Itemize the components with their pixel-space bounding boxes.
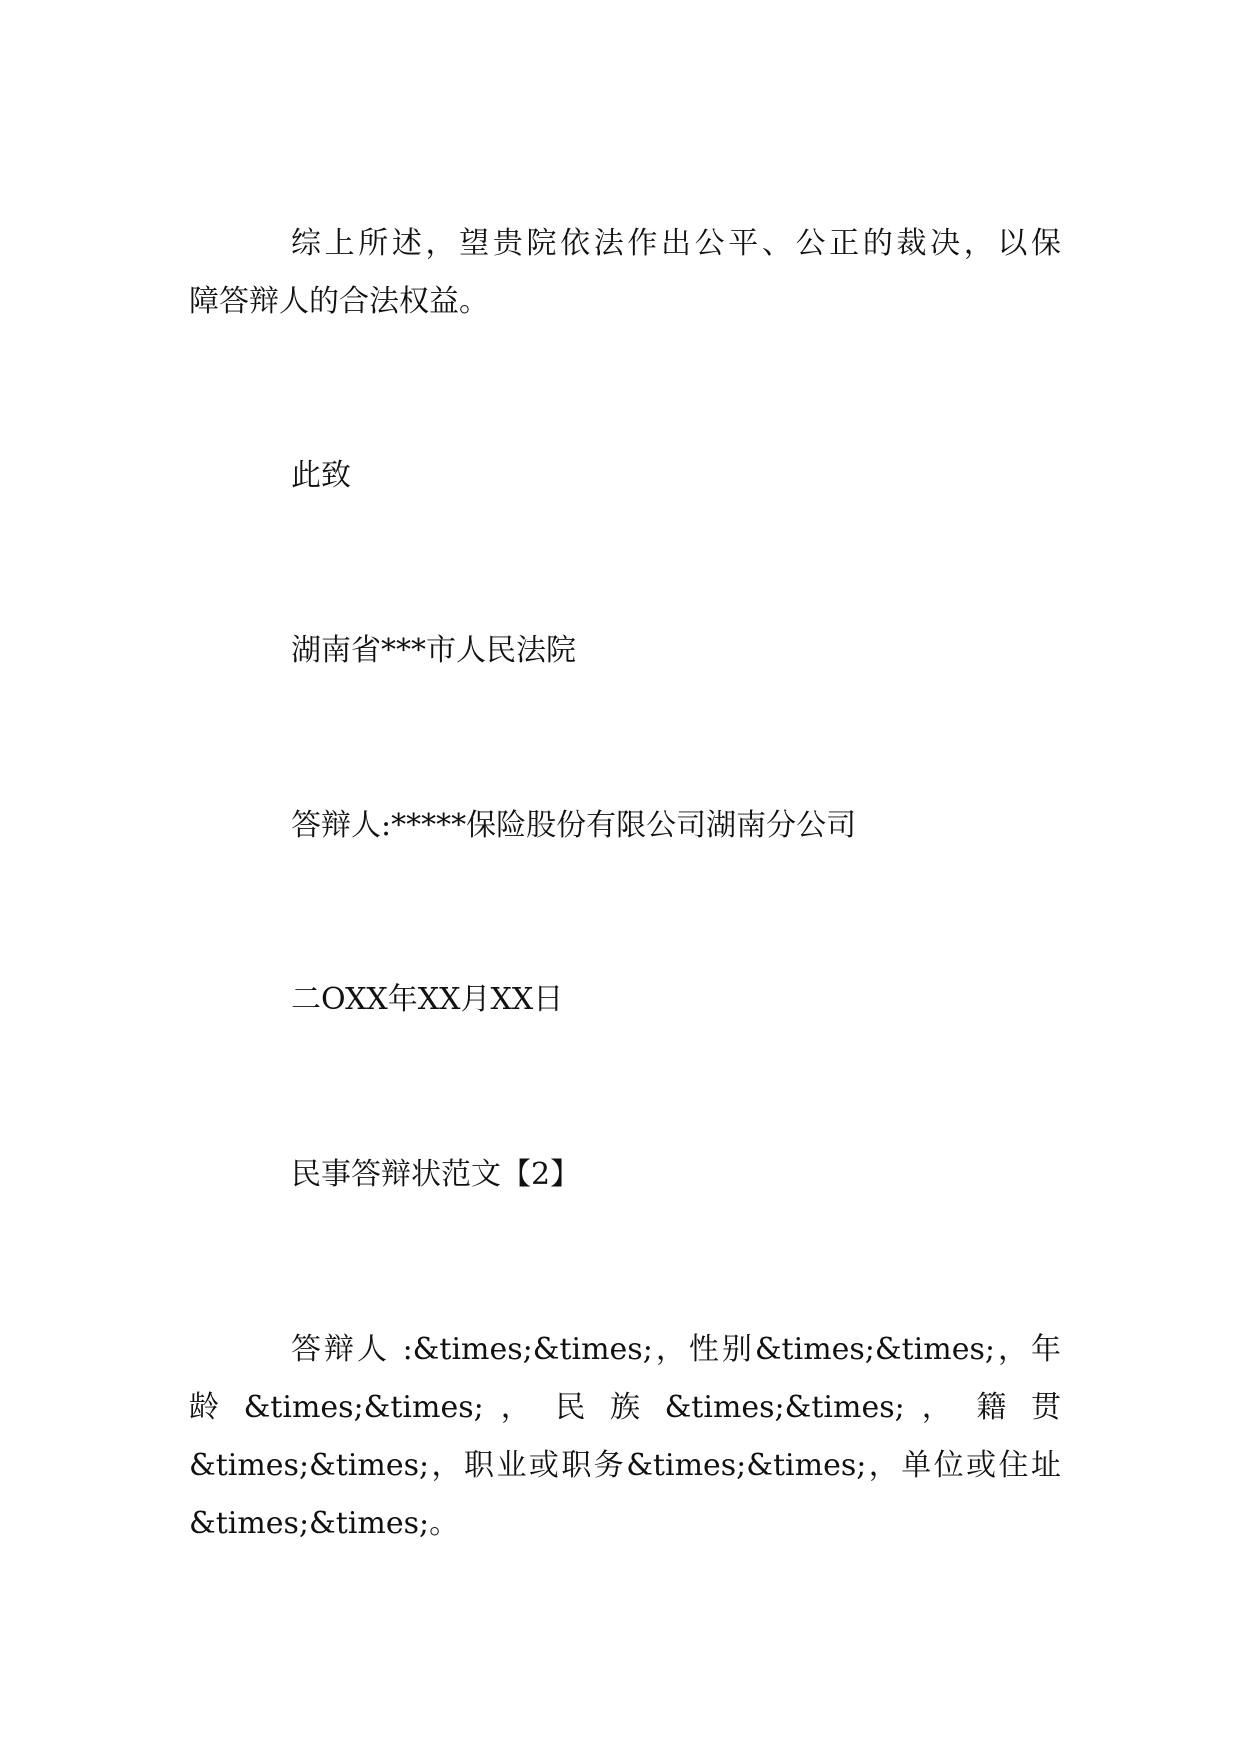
section-title: 民事答辩状范文【2】 [291, 1157, 581, 1192]
court-name: 湖南省***市人民法院 [291, 633, 576, 668]
respondent-info-line-1: 答辩人 :&times;&times;，性别&times;&times;，年 [291, 1332, 1061, 1367]
document-date: 二OXX年XX月XX日 [291, 982, 564, 1017]
conclusion-line-2: 障答辩人的合法权益。 [189, 284, 489, 319]
respondent-signature: 答辩人:*****保险股份有限公司湖南分公司 [291, 808, 857, 843]
conclusion-line-1: 综上所述，望贵院依法作出公平、公正的裁决，以保 [291, 226, 1061, 261]
respondent-info-line-4: &times;&times;。 [189, 1506, 460, 1541]
respondent-info-line-3: &times;&times;，职业或职务&times;&times;，单位或住址 [189, 1448, 1061, 1483]
respondent-info-line-2: 龄 &times;&times; ， 民 族 &times;&times; ， 籍 贯 [189, 1390, 1061, 1425]
salutation: 此致 [291, 458, 351, 493]
